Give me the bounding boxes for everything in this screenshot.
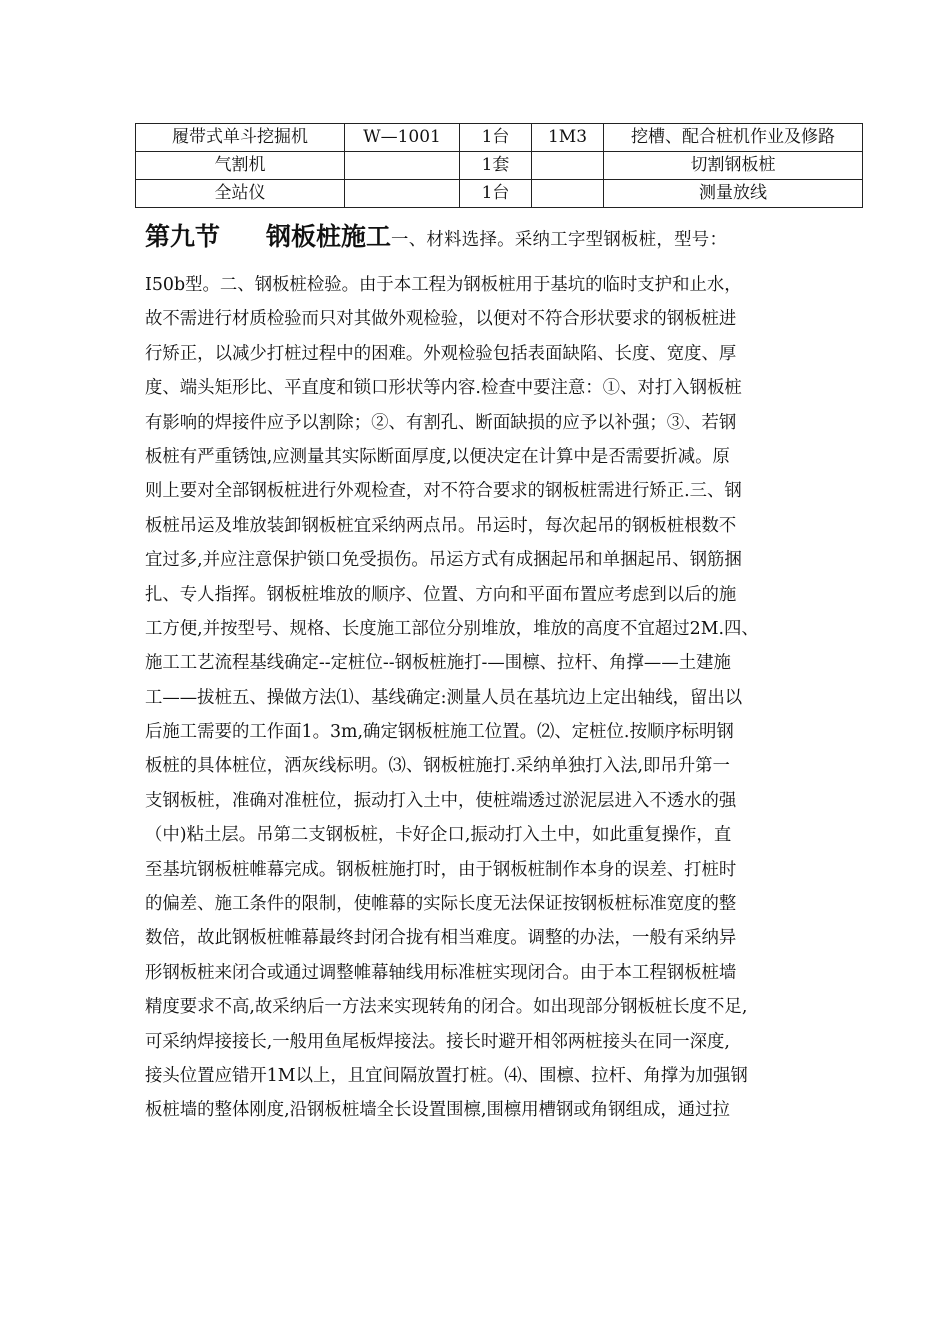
paragraph-line: I50b型。二、钢板桩检验。由于本工程为钢板桩用于基坑的临时支护和止水，: [145, 275, 742, 295]
paragraph-line: 至基坑钢板桩帷幕完成。钢板桩施打时，由于钢板桩制作本身的误差、打桩时: [145, 859, 737, 880]
body-paragraph: [145, 268, 825, 1128]
paragraph-line: 接头位置应错开1M以上，且宜间隔放置打桩。⑷、围檩、拉杆、角撑为加强钢: [145, 1065, 748, 1086]
equipment-usage-cell: 测量放线: [604, 180, 863, 208]
equipment-capacity-cell: [532, 180, 604, 208]
paragraph-line: 板桩墙的整体刚度,沿钢板桩墙全长设置围檩,围檩用槽钢或角钢组成，通过拉: [145, 1100, 730, 1121]
table-row: [136, 180, 863, 208]
paragraph-line: （中)粘土层。吊第二支钢板桩，卡好企口,振动打入土中，如此重复操作，直: [145, 825, 732, 846]
paragraph-line: 施工工艺流程基线确定--定桩位--钢板桩施打-—围檩、拉杆、角撑——土建施: [145, 653, 731, 674]
equipment-name-cell: 全站仪: [136, 180, 345, 208]
equipment-model-cell: [345, 152, 460, 180]
equipment-quantity-cell: 1台: [460, 124, 532, 152]
section-title: 钢板桩施工: [266, 222, 392, 251]
equipment-model-cell: W—1001: [345, 124, 460, 152]
paragraph-line: 宜过多,并应注意保护锁口免受损伤。吊运方式有成捆起吊和单捆起吊、钢筋捆: [145, 550, 742, 571]
paragraph-line: 度、端头矩形比、平直度和锁口形状等内容.检查中要注意：①、对打入钢板桩: [145, 378, 742, 399]
paragraph-line: 精度要求不高,故采纳后一方法来实现转角的闭合。如出现部分钢板桩长度不足,: [145, 997, 748, 1018]
equipment-capacity-cell: [532, 152, 604, 180]
equipment-quantity-cell: 1套: [460, 152, 532, 180]
paragraph-line: 板桩有严重锈蚀,应测量其实际断面厚度,以便决定在计算中是否需要折减。原: [145, 446, 730, 467]
paragraph-line: 扎、专人指挥。钢板桩堆放的顺序、位置、方向和平面布置应考虑到以后的施: [145, 584, 737, 605]
table-row: [136, 152, 863, 180]
paragraph-line: 有影响的焊接件应予以割除；②、有割孔、断面缺损的应予以补强；③、若钢: [145, 412, 737, 433]
paragraph-line: 的偏差、施工条件的限制，使帷幕的实际长度无法保证按钢板桩标准宽度的整: [145, 894, 737, 915]
paragraph-line: 工方便,并按型号、规格、长度施工部位分别堆放，堆放的高度不宜超过2M.四、: [145, 618, 759, 639]
table-row: [136, 124, 863, 152]
equipment-capacity-cell: 1M3: [532, 124, 604, 152]
section-intro-text: 一、材料选择。采纳工字型钢板桩，型号：: [391, 230, 728, 250]
paragraph-line: 板桩的具体桩位，洒灰线标明。⑶、钢板桩施打.采纳单独打入法,即吊升第一: [145, 756, 730, 777]
paragraph-line: 板桩吊运及堆放装卸钢板桩宜采纳两点吊。吊运时，每次起吊的钢板桩根数不: [145, 515, 737, 536]
equipment-usage-cell: 切割钢板桩: [604, 152, 863, 180]
paragraph-line: 后施工需要的工作面1。3m,确定钢板桩施工位置。⑵、定桩位.按顺序标明钢: [145, 722, 734, 743]
equipment-quantity-cell: 1台: [460, 180, 532, 208]
paragraph-line: 形钢板桩来闭合或通过调整帷幕轴线用标准桩实现闭合。由于本工程钢板桩墙: [145, 962, 737, 983]
equipment-table: [135, 123, 863, 208]
equipment-name-cell: 履带式单斗挖掘机: [136, 124, 345, 152]
paragraph-line: 工——拔桩五、操做方法⑴、基线确定:测量人员在基坑边上定出轴线，留出以: [145, 687, 743, 708]
equipment-usage-cell: 挖槽、配合桩机作业及修路: [604, 124, 863, 152]
equipment-model-cell: [345, 180, 460, 208]
equipment-name-cell: 气割机: [136, 152, 345, 180]
paragraph-line: 则上要对全部钢板桩进行外观检查，对不符合要求的钢板桩需进行矫正.三、钢: [145, 481, 742, 502]
paragraph-line: 数倍，故此钢板桩帷幕最终封闭合拢有相当难度。调整的办法，一般有采纳异: [145, 928, 737, 949]
paragraph-line: 可采纳焊接接长,一般用鱼尾板焊接法。接长时避开相邻两桩接头在同一深度,: [145, 1031, 730, 1052]
section-heading: [145, 217, 865, 260]
paragraph-line: 故不需进行材质检验而只对其做外观检验，以便对不符合形状要求的钢板桩进: [145, 309, 737, 330]
section-number: 第九节: [145, 222, 221, 251]
paragraph-line: 支钢板桩，准确对准桩位，振动打入土中，使桩端透过淤泥层进入不透水的强: [145, 790, 737, 811]
paragraph-line: 行矫正，以减少打桩过程中的困难。外观检验包括表面缺陷、长度、宽度、厚: [145, 343, 737, 364]
